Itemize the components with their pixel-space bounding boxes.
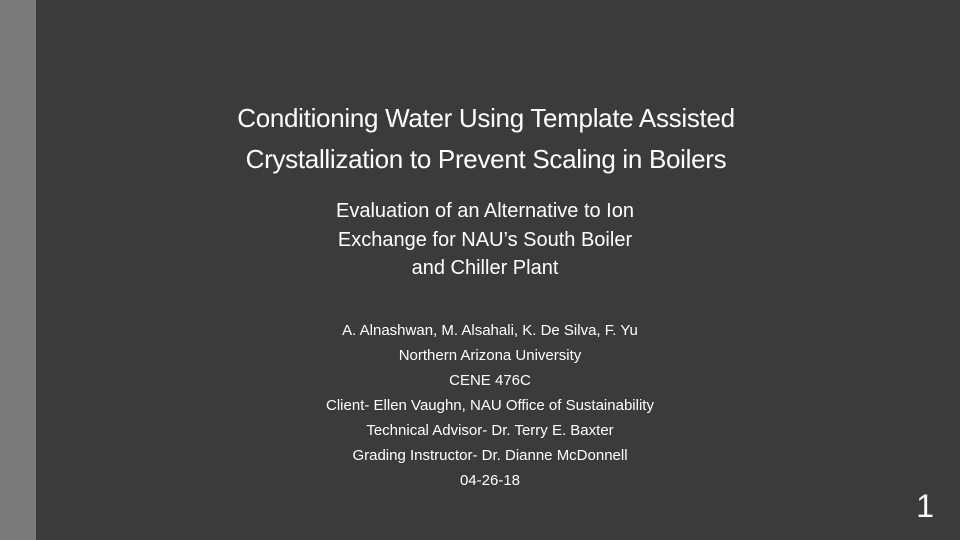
title-line: Crystallization to Prevent Scaling in Boilers — [245, 144, 727, 174]
left-accent-bar — [0, 0, 36, 540]
title-line: Conditioning Water Using Template Assisted — [237, 103, 735, 133]
slide-title — [186, 98, 786, 180]
university-line: Northern Arizona University — [398, 347, 582, 364]
technical-advisor-line: Technical Advisor- Dr. Terry E. Baxter — [366, 422, 614, 439]
slide-subtitle — [285, 197, 685, 283]
subtitle-line: and Chiller Plant — [411, 257, 559, 279]
client-line: Client- Ellen Vaughn, NAU Office of Sustainability — [326, 397, 654, 414]
subtitle-line: Exchange for NAU’s South Boiler — [337, 228, 633, 251]
slide-number: 1 — [916, 488, 934, 524]
date-line: 04-26-18 — [459, 472, 521, 489]
subtitle-line: Evaluation of an Alternative to Ion — [336, 200, 634, 222]
presentation-details — [240, 318, 740, 493]
course-line: CENE 476C — [449, 372, 531, 389]
grading-instructor-line: Grading Instructor- Dr. Dianne McDonnell — [352, 447, 628, 464]
authors-line: A. Alnashwan, M. Alsahali, K. De Silva, F. Yu — [342, 322, 638, 339]
